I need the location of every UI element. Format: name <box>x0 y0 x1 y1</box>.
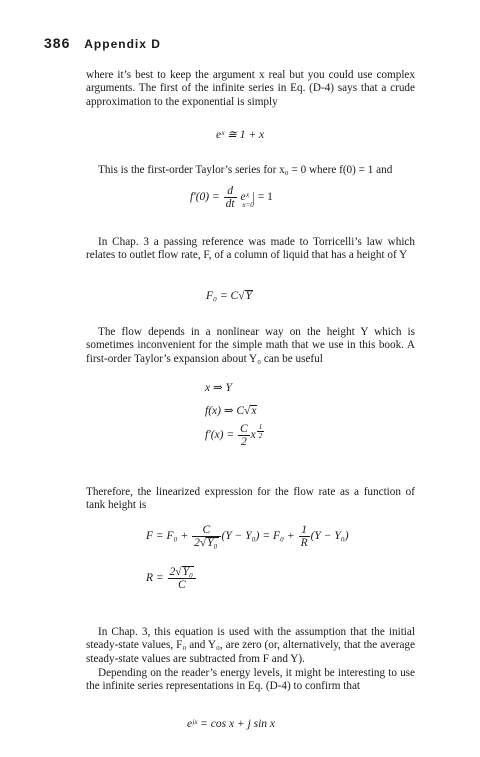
lin-fraction <box>192 524 220 549</box>
map-fp-exponent <box>257 423 265 440</box>
equation-linearized <box>146 524 349 549</box>
deriv-lhs: f′(0) = <box>190 191 220 204</box>
torricelli-radicand: Y <box>245 290 252 302</box>
map-fp-fraction <box>238 423 250 448</box>
paragraph-4: The flow depends in a nonlinear way on the height Y which is sometimes inconvenient for the simple math that we use in this book. A first-order Taylor’s expansion about Y₀ can be useful <box>86 326 415 365</box>
paragraph-3: In Chap. 3 a passing reference was made to Torricelli’s law which relates to outlet flow rate, F, of a column of liquid that has a height of Y <box>86 236 415 262</box>
deriv-eval-point: x=0 <box>242 201 254 210</box>
page-number: 386 <box>44 35 71 51</box>
equation-derivative <box>190 185 273 210</box>
equation-exp-approx: eˣ ≅ 1 + x <box>216 129 265 141</box>
r-lhs: R = <box>146 572 164 585</box>
lin-num: C <box>192 524 220 537</box>
r-num-pre: 2 <box>169 566 176 578</box>
equation-resistance <box>146 566 197 591</box>
deriv-num: d <box>224 185 237 198</box>
r-fraction <box>168 566 196 591</box>
map-fp-exp-den: 2 <box>258 432 263 441</box>
equation-torricelli: F₀ = C√Y <box>206 290 252 302</box>
equation-euler: eʲˣ = cos x + j sin x <box>187 718 276 730</box>
map-fp-num: C <box>239 423 248 435</box>
paragraph-1: where it’s best to keep the argument x real but you could use complex arguments. The first of the infinite series in Eq. (D-4) says that a crude approximation to the exponential is simply <box>86 69 415 108</box>
map-fp-x: x <box>250 429 256 442</box>
map-fp-exp-num: 1 <box>258 423 263 432</box>
deriv-rhs: = 1 <box>257 191 273 204</box>
lin-den-radicand: Y₀ <box>207 537 218 549</box>
paragraph-7: Depending on the reader’s energy levels, it might be interesting to use the infinite series representations in Eq. (D-4) to confirm that <box>86 667 415 693</box>
map-fp-lhs: f′(x) = <box>205 429 235 442</box>
torricelli-lhs: F₀ = C <box>206 290 239 302</box>
equation-map-fprime <box>205 423 265 448</box>
lin-end: (Y − Y₀) <box>310 530 349 543</box>
map-f-radicand: x <box>251 405 257 417</box>
map-f-lhs: f(x) ⇒ C <box>205 405 245 417</box>
running-title: Appendix D <box>84 37 161 51</box>
equation-map-x: x ⇒ Y <box>205 382 232 394</box>
lin-den: 2√Y₀ <box>194 537 218 549</box>
r-den: C <box>177 579 186 591</box>
paragraph-5: Therefore, the linearized expression for the flow rate as a function of tank height is <box>86 486 415 512</box>
deriv-fraction <box>224 185 237 210</box>
r-num-radicand: Y₀ <box>182 566 194 578</box>
map-fp-den: 2 <box>240 436 247 448</box>
deriv-exp: eˣ <box>240 191 249 204</box>
lin-den-pre: 2 <box>194 537 200 549</box>
lin-mid: (Y − Y₀) = F₀ + <box>221 530 295 543</box>
page-header <box>44 35 161 51</box>
deriv-den: dt <box>225 198 235 210</box>
r-num: 2√Y₀ <box>168 566 196 579</box>
lin-lhs: F = F₀ + <box>146 530 189 543</box>
paragraph-2: This is the first-order Taylor’s series for x₀ = 0 where f(0) = 1 and <box>98 164 393 176</box>
lin-fraction-2 <box>299 524 310 549</box>
paragraph-6: In Chap. 3, this equation is used with the assumption that the initial steady-state values, F₀ and Y₀, are zero (or, alternatively, that the average steady-state values are subtracted from F and Y). <box>86 626 415 665</box>
deriv-eval: eˣ | x=0 <box>240 191 255 210</box>
equation-map-f: f(x) ⇒ C√x <box>205 405 257 417</box>
lin-num2: 1 <box>299 524 310 537</box>
lin-den2: R <box>300 537 308 549</box>
